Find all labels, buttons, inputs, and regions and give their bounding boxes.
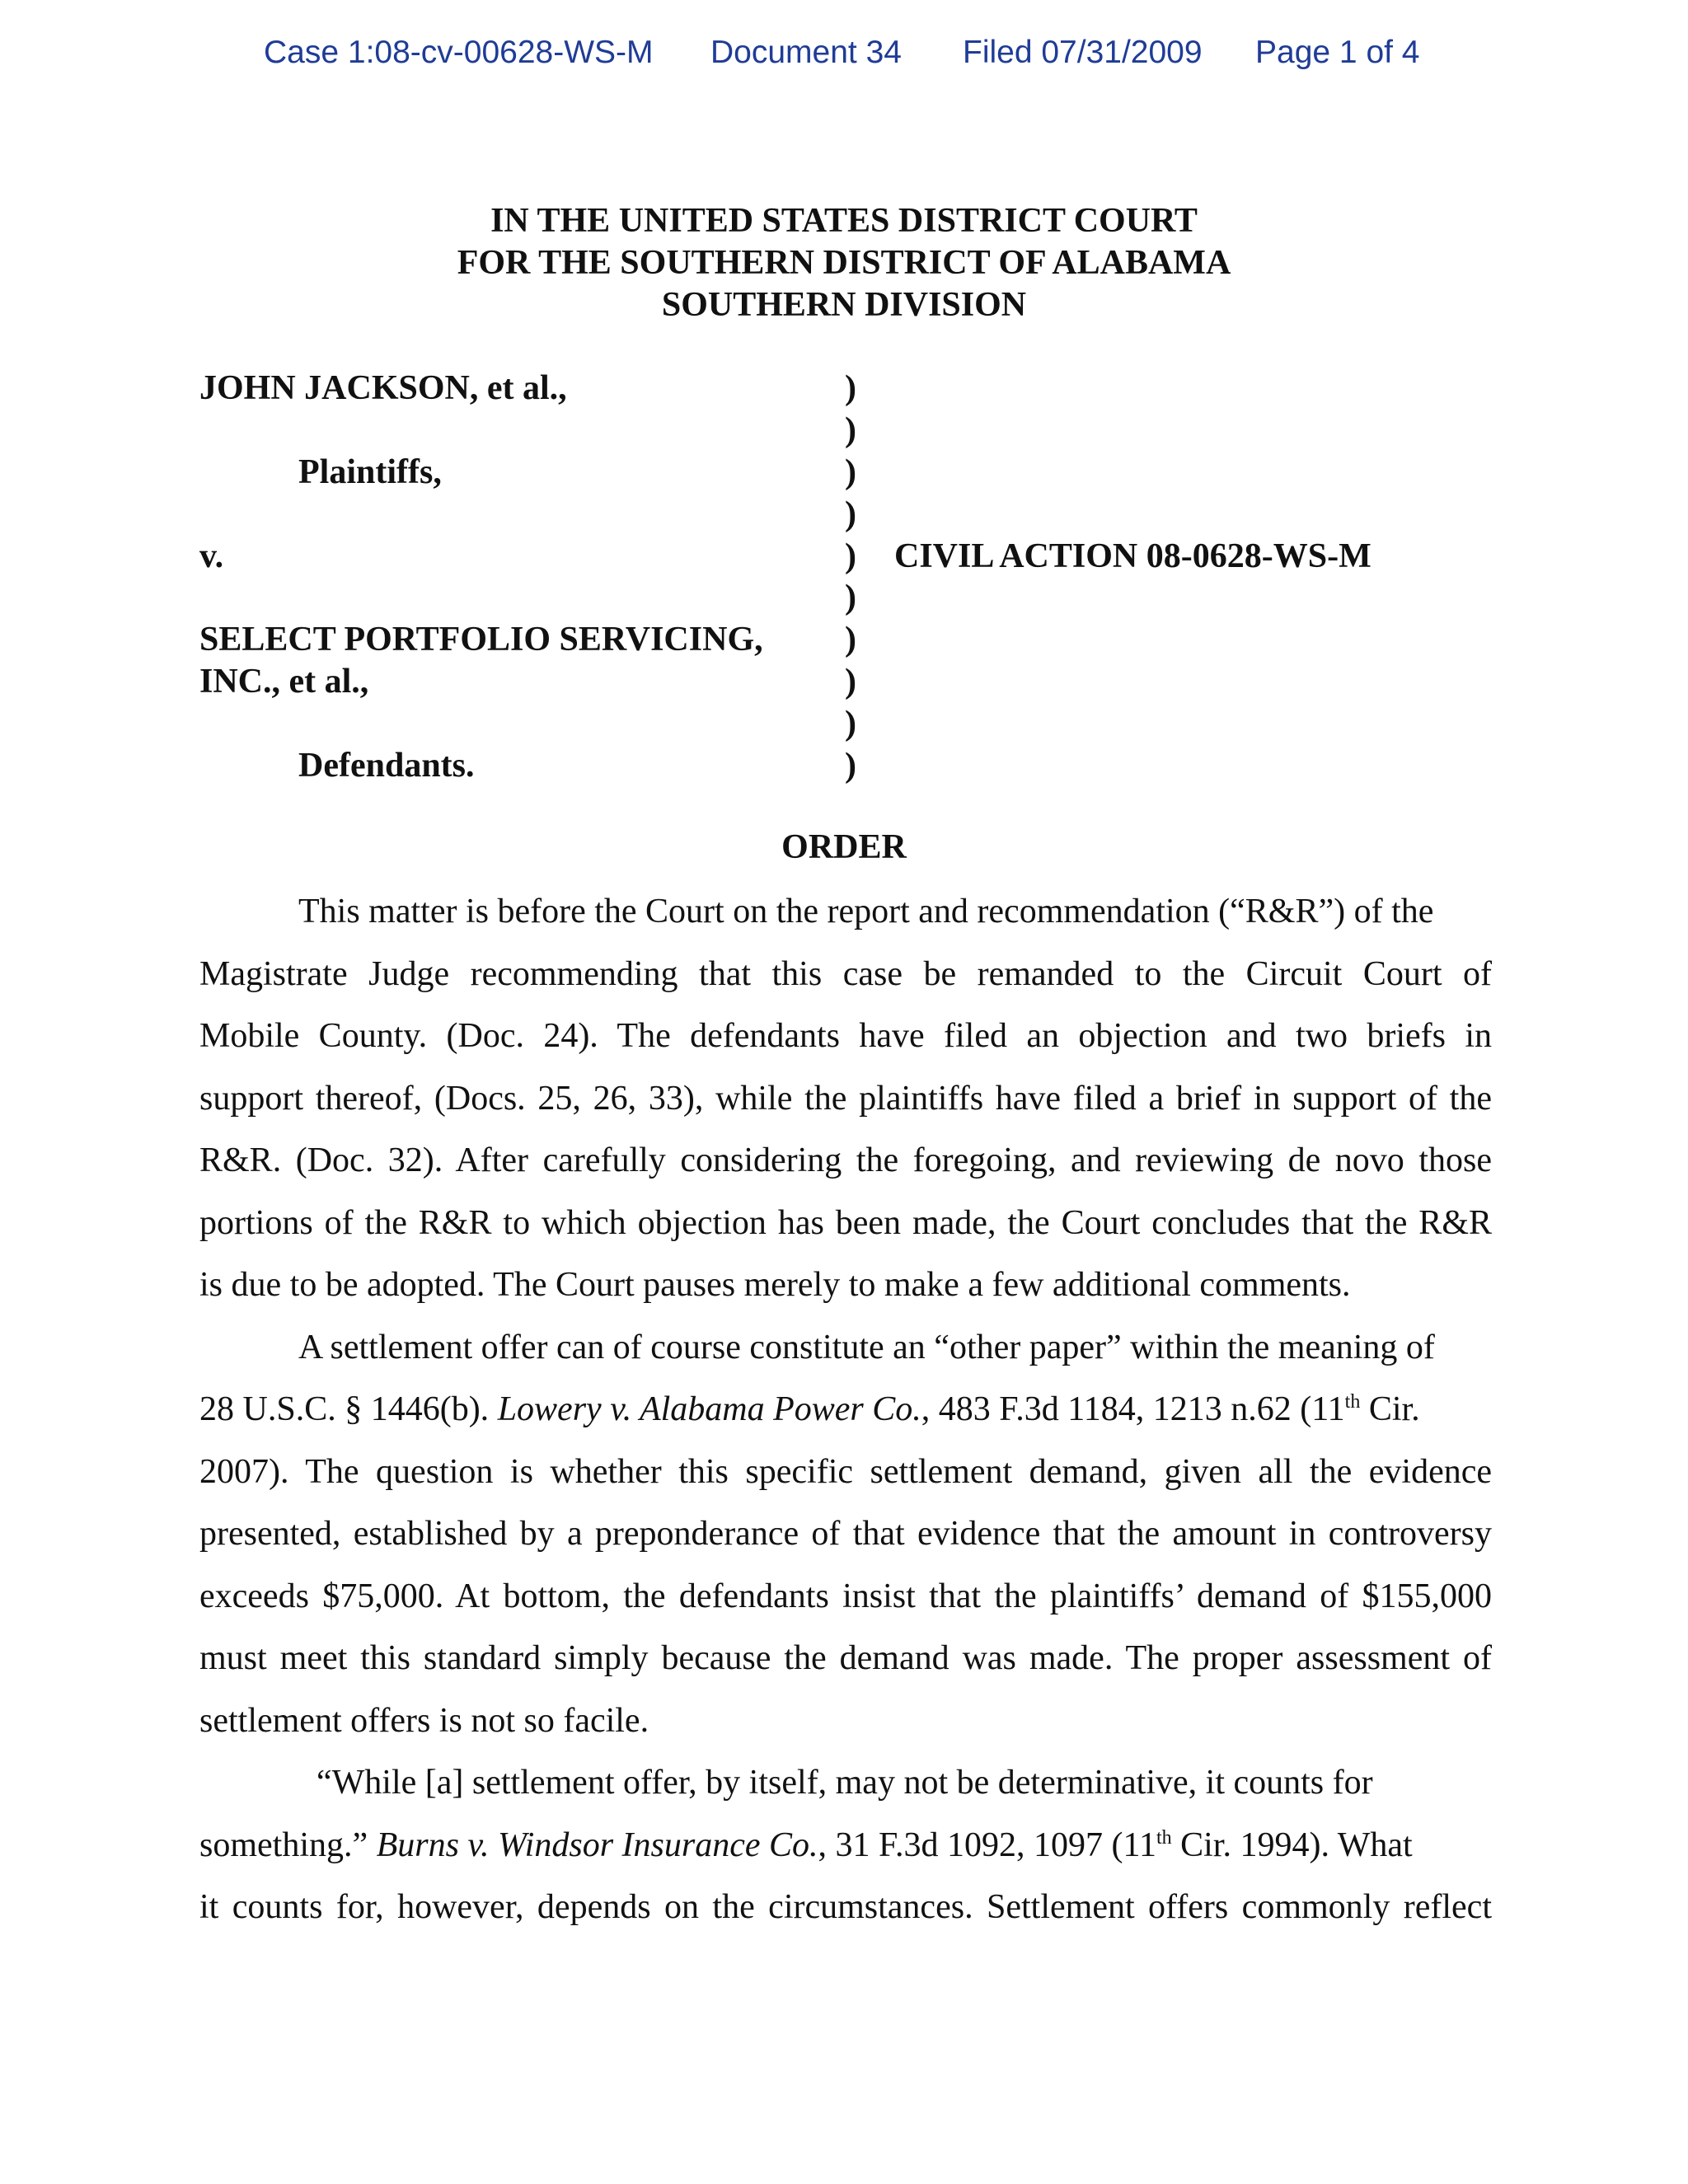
caption-paren: ): [845, 495, 856, 533]
order-title: ORDER: [781, 828, 907, 866]
caption-paren: ): [845, 663, 856, 701]
caption-paren: ): [845, 453, 856, 491]
body-line: must meet this standard simply because the demand was made. The proper assessment of: [199, 1639, 1492, 1677]
body-line: 2007). The question is whether this specific settlement demand, given all the evidence: [199, 1452, 1492, 1491]
case-caption: [0, 0, 1688, 791]
citation-text: Cir.: [1360, 1390, 1420, 1428]
case-number: Case 1:08-cv-00628-WS-M: [264, 35, 654, 70]
citation-text: Cir. 1994). What: [1171, 1825, 1413, 1864]
document-number: Document 34: [710, 35, 902, 70]
body-line: R&R. (Doc. 32). After carefully considering the foregoing, and reviewing de novo those: [199, 1141, 1492, 1179]
body-line: exceeds $75,000. At bottom, the defendants insist that the plaintiffs’ demand of $155,000: [199, 1577, 1492, 1615]
caption-paren: ): [845, 621, 856, 658]
filed-date: Filed 07/31/2009: [963, 35, 1203, 70]
court-heading-line: IN THE UNITED STATES DISTRICT COURT: [490, 202, 1198, 240]
ordinal-suffix: th: [1344, 1391, 1361, 1413]
case-name: Lowery v. Alabama Power Co.: [497, 1390, 921, 1428]
citation-text: , 483 F.3d 1184, 1213 n.62 (11: [921, 1390, 1345, 1428]
case-name: Burns v. Windsor Insurance Co.: [376, 1825, 818, 1864]
versus: v.: [199, 537, 224, 575]
body-line: support thereof, (Docs. 25, 26, 33), while the plaintiffs have filed a brief in support of the: [199, 1079, 1492, 1118]
page-indicator: Page 1 of 4: [1255, 35, 1420, 70]
citation-text: something.”: [199, 1825, 377, 1864]
caption-paren: ): [845, 579, 856, 616]
body-line-citation: [199, 1822, 1492, 1885]
defendants-label: Defendants.: [298, 747, 475, 785]
plaintiffs-label: Plaintiffs,: [298, 453, 442, 491]
body-line: “While [a] settlement offer, by itself, may not be determinative, it counts for: [316, 1764, 1373, 1802]
ordinal-suffix: th: [1156, 1826, 1172, 1849]
citation-text: 28 U.S.C. § 1446(b).: [199, 1390, 498, 1428]
body-line-citation: [199, 1386, 1492, 1449]
caption-paren: ): [845, 369, 856, 407]
order-body: [199, 888, 1492, 1947]
body-line: it counts for, however, depends on the circumstances. Settlement offers commonly reflect: [199, 1888, 1492, 1926]
caption-paren: ): [845, 537, 856, 575]
body-line: Mobile County. (Doc. 24). The defendants have filed an objection and two briefs in: [199, 1017, 1492, 1055]
caption-paren: ): [845, 411, 856, 449]
caption-paren: ): [845, 747, 856, 785]
body-line: This matter is before the Court on the report and recommendation (“R&R”) of the: [298, 893, 1434, 930]
caption-paren: ): [845, 705, 856, 743]
court-heading-line: SOUTHERN DIVISION: [661, 286, 1027, 324]
body-line: A settlement offer can of course constitute an “other paper” within the meaning of: [298, 1328, 1435, 1366]
body-line: is due to be adopted. The Court pauses merely to make a few additional comments.: [199, 1266, 1351, 1304]
defendant-name-continued: INC., et al.,: [199, 663, 369, 701]
court-heading-line: FOR THE SOUTHERN DISTRICT OF ALABAMA: [457, 244, 1231, 282]
body-line: presented, established by a preponderance of that evidence that the amount in controversy: [199, 1515, 1492, 1553]
body-line: portions of the R&R to which objection has been made, the Court concludes that the R&R: [199, 1203, 1492, 1242]
body-line: Magistrate Judge recommending that this case be remanded to the Circuit Court of: [199, 954, 1492, 993]
defendant-name: SELECT PORTFOLIO SERVICING,: [199, 621, 763, 658]
civil-action-number: CIVIL ACTION 08-0628-WS-M: [894, 537, 1372, 575]
citation-text: , 31 F.3d 1092, 1097 (11: [818, 1825, 1156, 1864]
plaintiff-name: JOHN JACKSON, et al.,: [199, 369, 567, 407]
body-line: settlement offers is not so facile.: [199, 1701, 649, 1740]
